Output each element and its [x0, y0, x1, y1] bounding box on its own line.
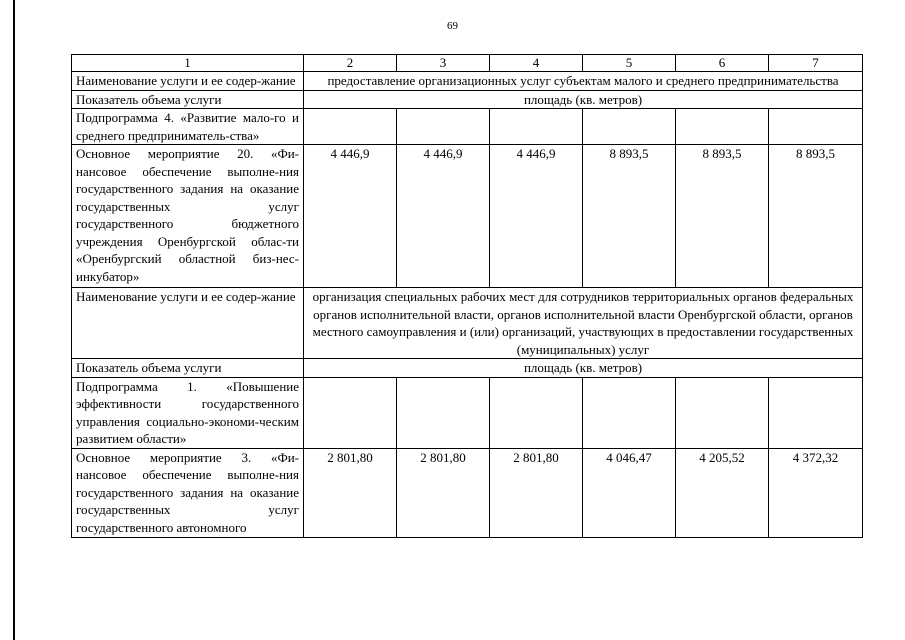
- column-number-7: 7: [769, 55, 863, 72]
- column-number-row: [72, 55, 863, 72]
- column-number-2: 2: [304, 55, 397, 72]
- empty-cell: [769, 109, 863, 145]
- empty-cell: [490, 109, 583, 145]
- column-number-6: 6: [676, 55, 769, 72]
- table-row: [72, 145, 863, 288]
- table-row: [72, 72, 863, 91]
- empty-cell: [769, 377, 863, 448]
- volume-indicator-value: площадь (кв. метров): [304, 90, 863, 109]
- empty-cell: [304, 377, 397, 448]
- value-cell: 2 801,80: [304, 448, 397, 537]
- empty-cell: [583, 377, 676, 448]
- volume-indicator-value: площадь (кв. метров): [304, 359, 863, 378]
- value-cell: 4 046,47: [583, 448, 676, 537]
- value-cell: 4 446,9: [490, 145, 583, 288]
- service-name-value: предоставление организационных услуг субъектам малого и среднего предпринимательства: [304, 72, 863, 91]
- empty-cell: [583, 109, 676, 145]
- value-cell: 4 205,52: [676, 448, 769, 537]
- subprogram-label: Подпрограмма 1. «Повышение эффективности государственного управления социально-экономи-ческим развитием области»: [72, 377, 304, 448]
- empty-cell: [676, 109, 769, 145]
- page-binding-line: [13, 0, 15, 640]
- page-number: 69: [447, 20, 458, 32]
- value-cell: 8 893,5: [583, 145, 676, 288]
- table-row: [72, 359, 863, 378]
- table-row: [72, 377, 863, 448]
- main-measure-label: Основное мероприятие 20. «Фи-нансовое обеспечение выполне-ния государственного задания на оказание государственных услуг государственного бюджетного учреждения Оренбургской облас-ти «Оренбургский областной биз-нес-инкубатор»: [72, 145, 304, 288]
- value-cell: 4 446,9: [304, 145, 397, 288]
- value-cell: 4 446,9: [397, 145, 490, 288]
- service-name-value: организация специальных рабочих мест для сотрудников территориальных органов федеральных органов исполнительной власти, органов исполнительной власти Оренбургской области, органов местного самоуправления и (или) организаций, участвующих в предоставлении государственных (муниципальных) услуг: [304, 288, 863, 359]
- main-measure-label: Основное мероприятие 3. «Фи-нансовое обеспечение выполне-ния государственного задания на оказание государственных услуг государственного автономного: [72, 448, 304, 537]
- services-table: [71, 54, 863, 538]
- column-number-4: 4: [490, 55, 583, 72]
- empty-cell: [397, 377, 490, 448]
- column-number-1: 1: [72, 55, 304, 72]
- empty-cell: [397, 109, 490, 145]
- column-number-5: 5: [583, 55, 676, 72]
- value-cell: 8 893,5: [769, 145, 863, 288]
- empty-cell: [676, 377, 769, 448]
- empty-cell: [490, 377, 583, 448]
- value-cell: 2 801,80: [490, 448, 583, 537]
- column-number-3: 3: [397, 55, 490, 72]
- service-name-label: Наименование услуги и ее содер-жание: [72, 72, 304, 91]
- table-row: [72, 288, 863, 359]
- value-cell: 8 893,5: [676, 145, 769, 288]
- table-row: [72, 90, 863, 109]
- subprogram-label: Подпрограмма 4. «Развитие мало-го и среднего предприниматель-ства»: [72, 109, 304, 145]
- volume-indicator-label: Показатель объема услуги: [72, 359, 304, 378]
- table-row: [72, 448, 863, 537]
- empty-cell: [304, 109, 397, 145]
- table-row: [72, 109, 863, 145]
- value-cell: 4 372,32: [769, 448, 863, 537]
- value-cell: 2 801,80: [397, 448, 490, 537]
- volume-indicator-label: Показатель объема услуги: [72, 90, 304, 109]
- service-name-label: Наименование услуги и ее содер-жание: [72, 288, 304, 359]
